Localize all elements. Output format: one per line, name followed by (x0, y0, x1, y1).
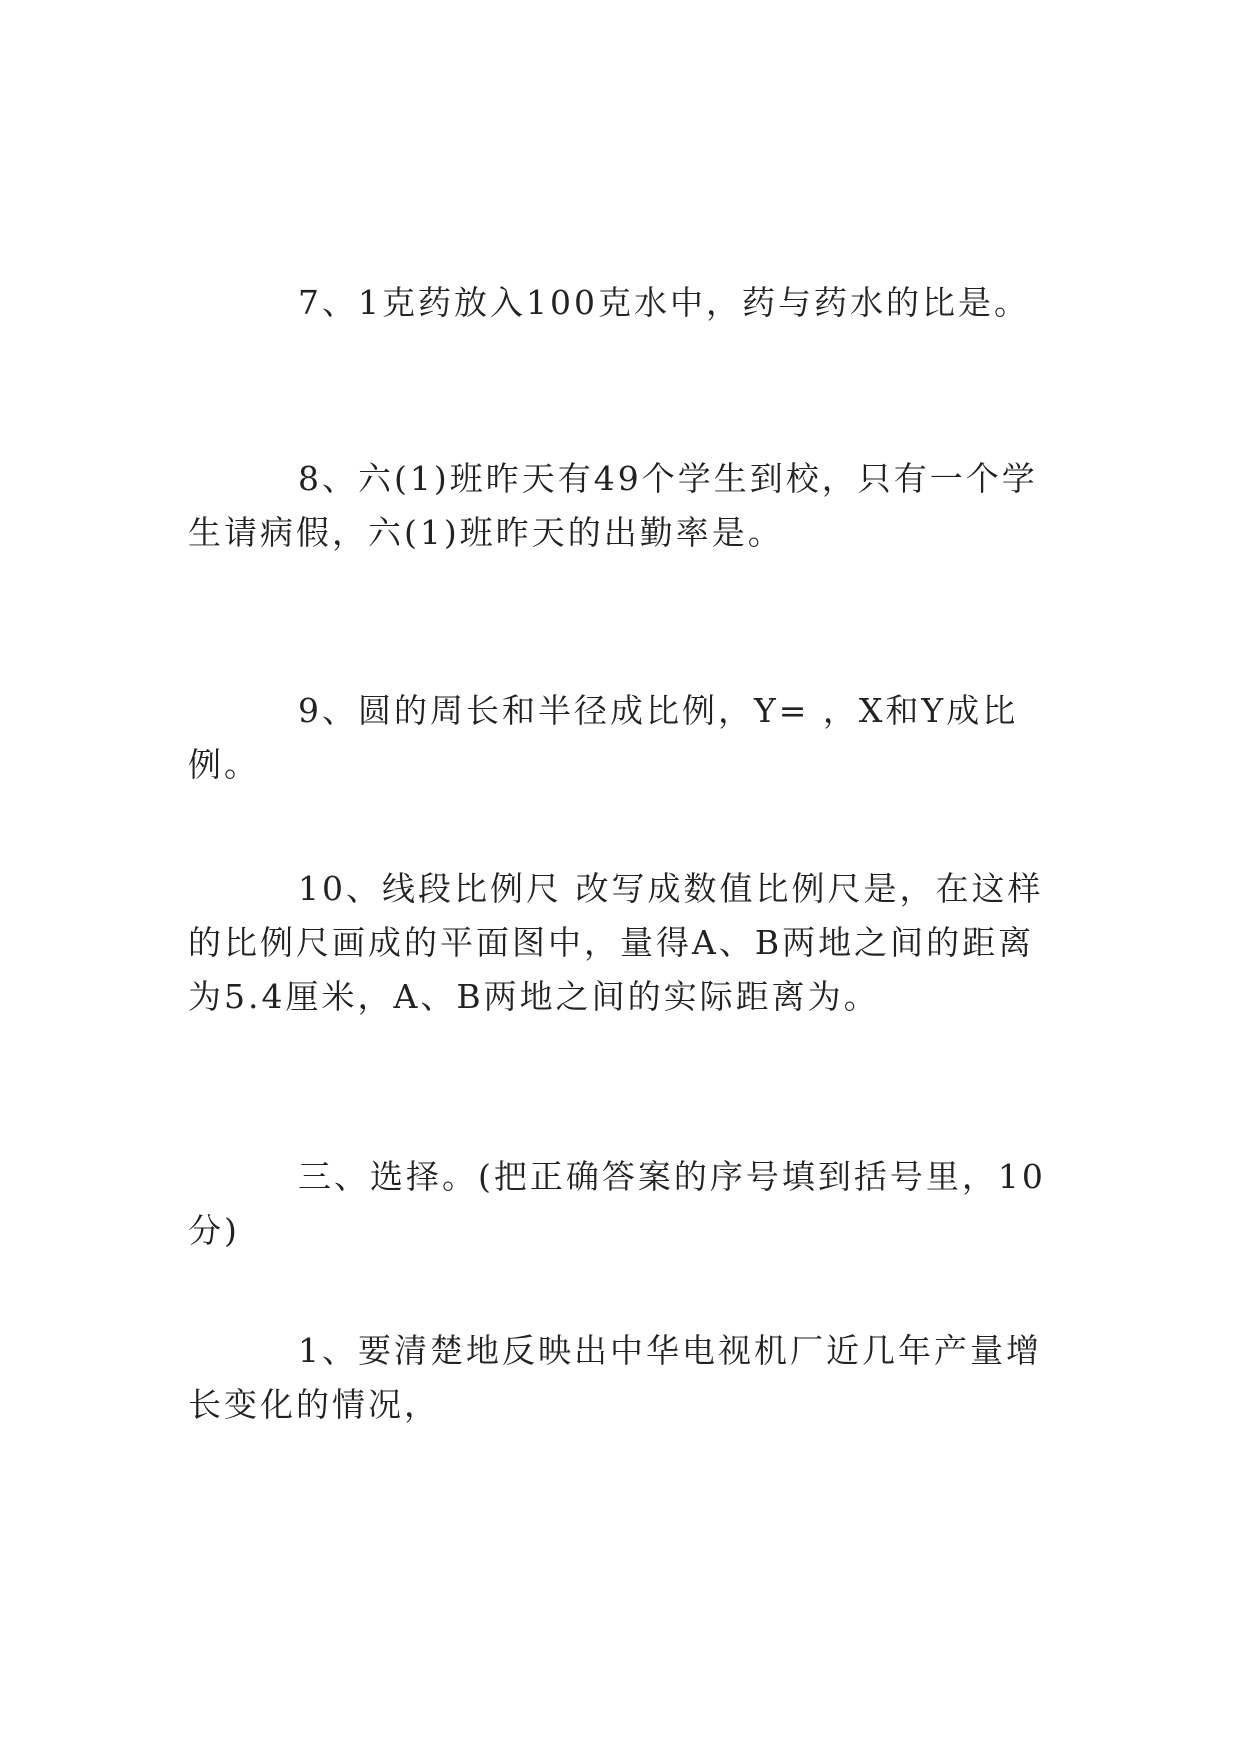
question-8: 8、六(1)班昨天有49个学生到校，只有一个学生请病假，六(1)班昨天的出勤率是。 (188, 459, 1038, 552)
choice-question-1: 1、要清楚地反映出中华电视机厂近几年产量增长变化的情况， (188, 1331, 1042, 1424)
question-7: 7、1克药放入100克水中，药与药水的比是。 (298, 283, 1030, 322)
question-10: 10、线段比例尺 改写成数值比例尺是，在这样的比例尺画成的平面图中，量得A、B两地之间的距离为5.4厘米，A、B两地之间的实际距离为。 (188, 869, 1044, 1016)
question-9: 9、圆的周长和半径成比例，Y= ，X和Y成比例。 (188, 691, 1019, 784)
section-heading-choice: 三、选择。(把正确答案的序号填到括号里，10分) (188, 1157, 1046, 1250)
